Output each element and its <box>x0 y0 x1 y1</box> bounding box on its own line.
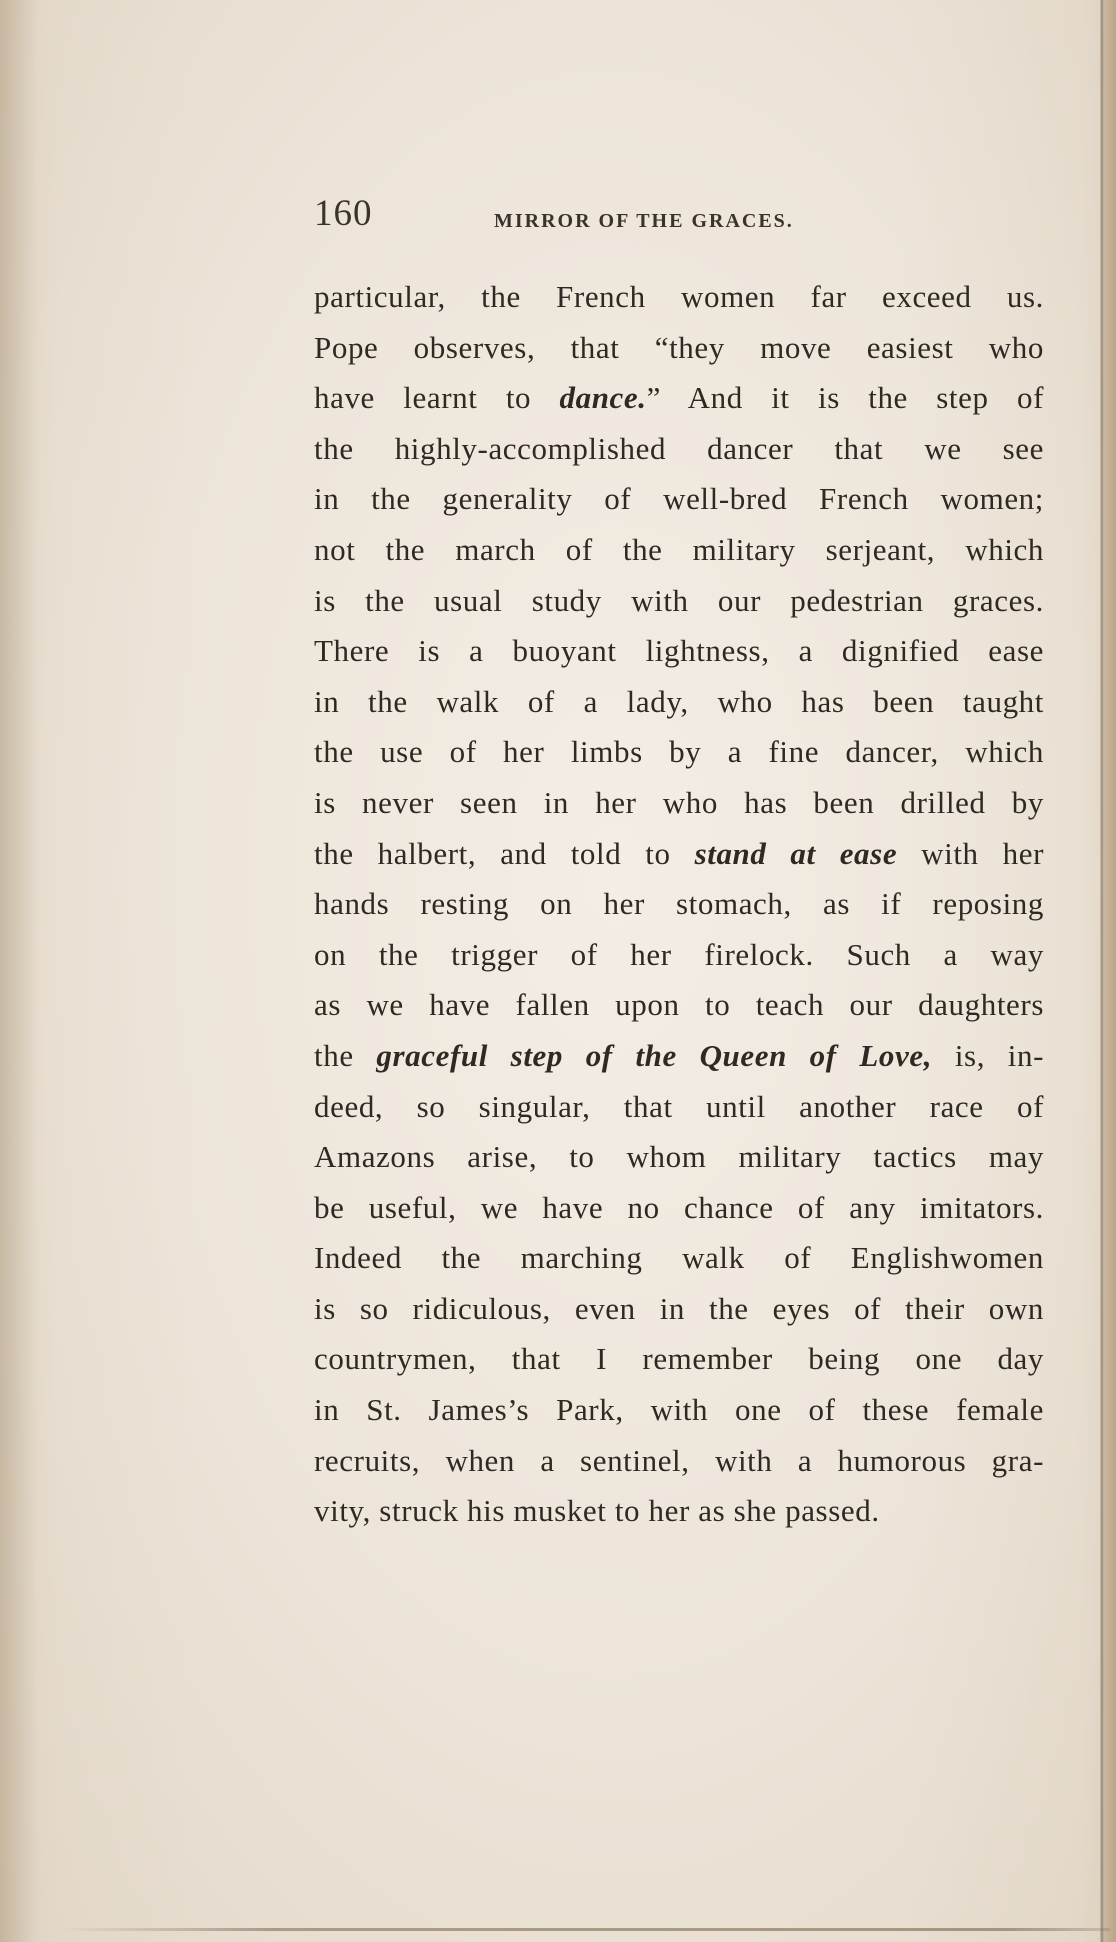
text-segment: hands resting on her stomach, as if reposing <box>314 886 1044 922</box>
text-line <box>314 1284 1044 1335</box>
text-line <box>314 525 1044 576</box>
italic-segment: graceful step of the Queen of Love, <box>376 1037 933 1073</box>
text-segment: in the generality of well-bred French women; <box>314 481 1044 517</box>
text-segment: is the usual study with our pedestrian graces. <box>314 582 1044 618</box>
text-line <box>314 1183 1044 1234</box>
page-stack-edge <box>1104 0 1116 1942</box>
text-segment: Indeed the marching walk of Englishwomen <box>314 1240 1044 1276</box>
page-edge-line <box>1100 0 1104 1942</box>
text-segment: not the march of the military serjeant, which <box>314 531 1044 567</box>
text-segment: as we have fallen upon to teach our daughters <box>314 987 1044 1023</box>
text-segment: ” And it is the step of <box>646 380 1044 416</box>
italic-segment: stand at ease <box>694 835 898 871</box>
text-line <box>314 1082 1044 1133</box>
text-line <box>314 1385 1044 1436</box>
text-segment: There is a buoyant lightness, a dignified ease <box>314 633 1044 669</box>
text-line <box>314 323 1044 374</box>
body-text <box>314 272 1044 1537</box>
page-header <box>314 192 1014 242</box>
text-segment: in the walk of a lady, who has been taught <box>314 683 1044 719</box>
text-line <box>314 1486 1044 1537</box>
running-title: MIRROR OF THE GRACES. <box>494 210 794 232</box>
page-bottom-edge <box>60 1928 1110 1931</box>
text-line <box>314 424 1044 475</box>
text-segment: the <box>314 1037 377 1073</box>
text-segment: Pope observes, that “they move easiest who <box>314 329 1044 365</box>
text-line <box>314 980 1044 1031</box>
text-segment: with her <box>897 835 1044 871</box>
text-segment: the use of her limbs by a fine dancer, which <box>314 734 1044 770</box>
text-segment: in St. James’s Park, with one of these female <box>314 1392 1044 1428</box>
text-segment: the highly-accomplished dancer that we see <box>314 430 1044 466</box>
text-line <box>314 626 1044 677</box>
text-line <box>314 879 1044 930</box>
page-number: 160 <box>314 193 373 234</box>
text-segment: on the trigger of her firelock. Such a way <box>314 936 1044 972</box>
text-segment: vity, struck his musket to her as she passed. <box>314 1493 880 1529</box>
text-line <box>314 272 1044 323</box>
text-line <box>314 829 1044 880</box>
text-segment: countrymen, that I remember being one day <box>314 1341 1044 1377</box>
text-segment: is, in- <box>932 1037 1044 1073</box>
text-segment: Amazons arise, to whom military tactics may <box>314 1139 1044 1175</box>
text-segment: deed, so singular, that until another race of <box>314 1088 1044 1124</box>
text-line <box>314 1031 1044 1082</box>
text-segment: be useful, we have no chance of any imitators. <box>314 1189 1044 1225</box>
text-line <box>314 1436 1044 1487</box>
text-line <box>314 1334 1044 1385</box>
text-line <box>314 474 1044 525</box>
text-line <box>314 677 1044 728</box>
text-line <box>314 1132 1044 1183</box>
text-segment: have learnt to <box>314 380 560 416</box>
text-segment: is so ridiculous, even in the eyes of their own <box>314 1290 1044 1326</box>
text-segment: the halbert, and told to <box>314 835 695 871</box>
text-line <box>314 727 1044 778</box>
text-line <box>314 373 1044 424</box>
text-line <box>314 1233 1044 1284</box>
text-line <box>314 576 1044 627</box>
text-line <box>314 930 1044 981</box>
text-segment: recruits, when a sentinel, with a humorous gra- <box>314 1442 1044 1478</box>
gutter-shadow <box>0 0 38 1942</box>
text-line <box>314 778 1044 829</box>
text-segment: is never seen in her who has been drilled by <box>314 784 1044 820</box>
text-segment: particular, the French women far exceed us. <box>314 279 1044 314</box>
italic-segment: dance. <box>559 380 647 416</box>
